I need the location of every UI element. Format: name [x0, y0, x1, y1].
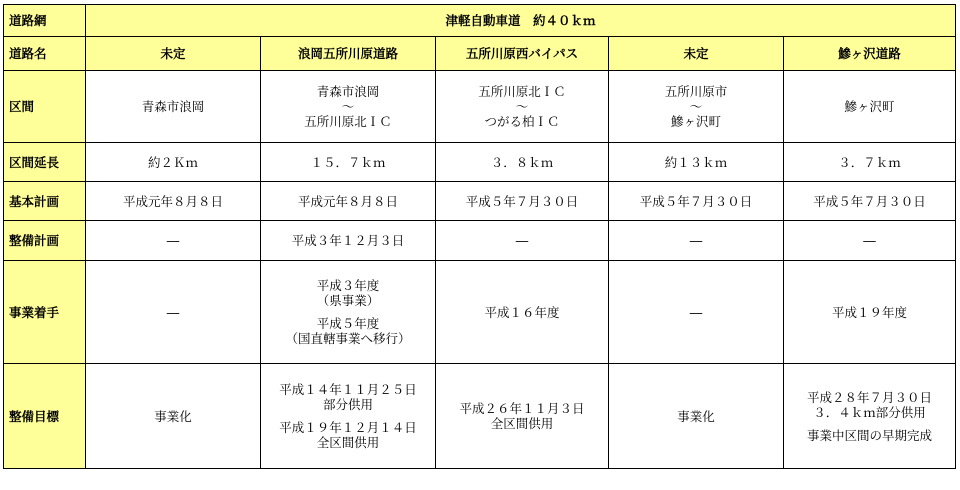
start-line: 平成１９年度: [832, 304, 908, 320]
road-name-2: 浪岡五所川原道路: [261, 37, 436, 71]
row-section: [4, 71, 956, 143]
row-label-name: 道路名: [4, 37, 86, 71]
start-line: ―: [166, 304, 180, 320]
target-line: 事業化: [677, 408, 715, 424]
length-cell: 約１３ｋｍ: [609, 143, 784, 182]
maint-plan-cell: ―: [86, 221, 261, 261]
start-line: （国直轄事業へ移行）: [285, 331, 411, 346]
start-line: 平成１６年度: [484, 304, 560, 320]
section-line: ～: [341, 99, 355, 114]
start-cell: [609, 261, 784, 364]
section-cell: [609, 71, 784, 143]
row-label-target: 整備目標: [4, 364, 86, 469]
maint-plan-cell: 平成３年１２月３日: [261, 221, 436, 261]
section-cell: [784, 71, 956, 143]
start-line: 平成３年度: [316, 278, 380, 293]
row-label-maint-plan: 整備計画: [4, 221, 86, 261]
section-line: ～: [515, 99, 529, 114]
row-label-start: 事業着手: [4, 261, 86, 364]
maint-plan-cell: ―: [784, 221, 956, 261]
road-name-4: 未定: [609, 37, 784, 71]
target-line: 平成２８年７月３０日: [807, 389, 933, 405]
section-line: 五所川原北ＩＣ: [304, 114, 392, 129]
row-label-section: 区間: [4, 71, 86, 143]
group-spacer: [786, 420, 953, 428]
section-line: 青森市浪岡: [141, 99, 205, 114]
target-cell: [86, 364, 261, 469]
basic-plan-cell: 平成元年８月８日: [261, 182, 436, 221]
target-cell: [784, 364, 956, 469]
start-cell: [784, 261, 956, 364]
row-label-network: 道路網: [4, 5, 86, 37]
row-length: [4, 143, 956, 182]
group-spacer: [263, 412, 433, 420]
section-line: 青森市浪岡: [316, 84, 380, 99]
section-line: つがる柏ＩＣ: [484, 114, 560, 129]
row-label-basic-plan: 基本計画: [4, 182, 86, 221]
row-network: [4, 5, 956, 37]
road-name-5: 鰺ヶ沢道路: [784, 37, 956, 71]
start-line: 平成５年度: [316, 316, 380, 331]
section-cell: [261, 71, 436, 143]
row-name: [4, 37, 956, 71]
target-line: 平成２６年１１月３日: [459, 401, 585, 416]
target-line: 全区間供用: [490, 416, 554, 431]
basic-plan-cell: 平成５年７月３０日: [436, 182, 609, 221]
target-line: 部分供用: [322, 397, 373, 412]
basic-plan-cell: 平成５年７月３０日: [784, 182, 956, 221]
row-maint-plan: [4, 221, 956, 261]
target-line: 平成１９年１２月１４日: [279, 420, 417, 435]
target-cell: [609, 364, 784, 469]
start-line: ―: [689, 304, 703, 320]
start-cell: [261, 261, 436, 364]
target-line: 平成１４年１１月２５日: [279, 382, 417, 397]
length-cell: １５．７ｋｍ: [261, 143, 436, 182]
row-label-length: 区間延長: [4, 143, 86, 182]
basic-plan-cell: 平成元年８月８日: [86, 182, 261, 221]
road-name-1: 未定: [86, 37, 261, 71]
network-title: 津軽自動車道 約４０ｋｍ: [86, 5, 956, 37]
road-plan-table: [3, 4, 956, 469]
target-cell: [261, 364, 436, 469]
road-name-3: 五所川原西バイパス: [436, 37, 609, 71]
basic-plan-cell: 平成５年７月３０日: [609, 182, 784, 221]
start-cell: [436, 261, 609, 364]
length-cell: 約２Ｋｍ: [86, 143, 261, 182]
row-start: [4, 261, 956, 364]
start-line: （県事業）: [316, 293, 380, 308]
section-line: 鰺ヶ沢町: [670, 114, 721, 129]
target-line: 事業中区間の早期完成: [807, 427, 933, 443]
row-target: [4, 364, 956, 469]
section-cell: [436, 71, 609, 143]
start-cell: [86, 261, 261, 364]
target-line: 全区間供用: [316, 435, 380, 450]
maint-plan-cell: ―: [436, 221, 609, 261]
target-cell: [436, 364, 609, 469]
section-line: 鰺ヶ沢町: [844, 99, 895, 114]
section-cell: [86, 71, 261, 143]
length-cell: ３．８ｋｍ: [436, 143, 609, 182]
section-line: ～: [689, 99, 703, 114]
section-line: 五所川原北ＩＣ: [478, 84, 566, 99]
target-line: 事業化: [154, 408, 192, 424]
maint-plan-cell: ―: [609, 221, 784, 261]
group-spacer: [263, 308, 433, 316]
length-cell: ３．７ｋｍ: [784, 143, 956, 182]
row-basic-plan: [4, 182, 956, 221]
section-line: 五所川原市: [664, 84, 728, 99]
target-line: ３．４ｋｍ部分供用: [813, 404, 926, 420]
